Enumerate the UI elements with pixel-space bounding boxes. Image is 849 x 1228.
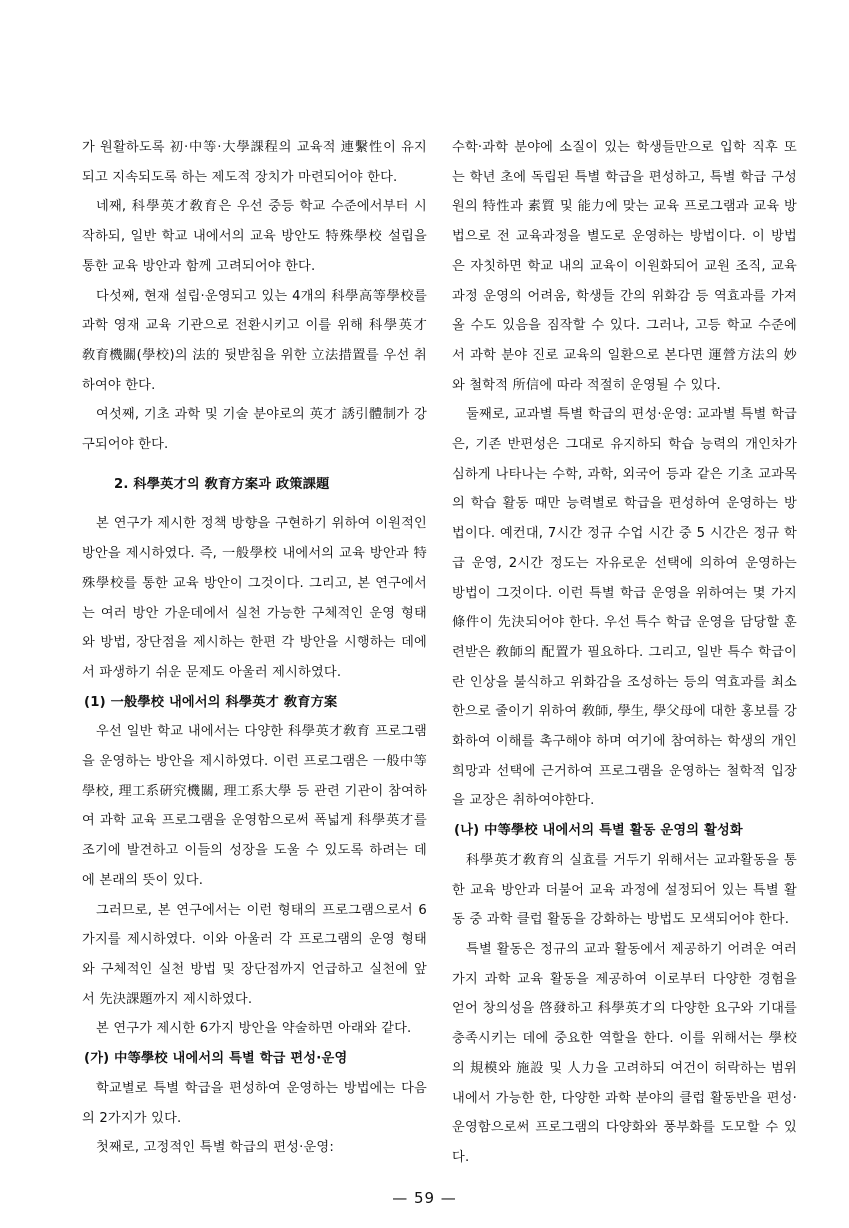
page-number: — 59 — [392,1189,457,1207]
paragraph: 본 연구가 제시한 정책 방향을 구현하기 위하여 이원적인 방안을 제시하였다. 즉, 一般學校 내에서의 교육 방안과 特殊學校를 통한 교육 방안이 그것이다. 그리고, 본 연구에서는 여러 방안 가운데에서 실천 가능한 구체적인 운영 형태와 방법, 장단점을 제시하는 한편 각 방안을 시행하는 데에서 파생하기 쉬운 문제도 아울러 제시하였다. [82,516,427,680]
paragraph: 科學英才敎育의 실효를 거두기 위해서는 교과활동을 통한 교육 방안과 더불어 교육 과정에 설정되어 있는 특별 활동 중 과학 클럽 활동을 강화하는 방법도 모색되어야 한다. [452,852,797,928]
paragraph: 다섯째, 현재 설립·운영되고 있는 4개의 科學高等學校를 과학 영재 교육 기관으로 전환시키고 이를 위해 科學英才 敎育機關(學校)의 法的 뒷받침을 위한 立法措置를 우선 취하여야 한다. [82,288,427,393]
paragraph: 학교별로 특별 학급을 편성하여 운영하는 방법에는 다음의 2가지가 있다. [82,1080,427,1126]
paragraph: 둘째로, 교과별 특별 학급의 편성·운영: 교과별 특별 학급은, 기존 반편성은 그대로 유지하되 학습 능력의 개인차가 심하게 나타나는 수학, 과학, 외국어 등과 같은 기초 교과목의 학습 활동 때만 능력별로 학급을 편성하여 운영하는 방법이다. 예컨대, 7시간 정규 수업 시간 중 5 시간은 정규 학급 운영, 2시간 정도는 자유로운 선택에 의하여 운영하는 방법이 그것이다. 이런 특별 학급 운영을 위하여는 몇 가지 條件이 先決되어야 한다. 우선 특수 학급 운영을 담당할 훈련받은 敎師의 配置가 필요하다. 그리고, 일반 특수 학급이란 인상을 불식하고 위화감을 조성하는 등의 역효과를 최소한으로 줄이기 위하여 敎師, 學生, 學父母에 대한 홍보를 강화하여 이해를 촉구해야 하며 여기에 참여하는 학생의 개인 희망과 선택에 근거하여 프로그램을 운영하는 철학적 입장을 교장은 취하여야한다. [452,407,797,809]
paragraph: 특별 활동은 정규의 교과 활동에서 제공하기 어려운 여러 가지 과학 교육 활동을 제공하여 이로부터 다양한 경험을 얻어 창의성을 啓發하고 科學英才의 다양한 요구와 기대를 충족시키는 데에 중요한 역할을 한다. 이를 위해서는 學校의 規模와 施設 및 人力을 고려하되 여건이 허락하는 범위 내에서 가능한 한, 다양한 과학 분야의 클럽 활동반을 편성·운영함으로써 프로그램의 다양화와 풍부화를 도모할 수 있다. [452,941,797,1165]
paragraph: 수학·과학 분야에 소질이 있는 학생들만으로 입학 직후 또는 학년 초에 독립된 특별 학급을 편성하고, 특별 학급 구성원의 特性과 素質 및 能力에 맞는 교육 프로그램과 교육 방법으로 전 교육과정을 별도로 운영하는 방법이다. 이 방법은 자칫하면 학교 내의 교육이 이원화되어 교원 조직, 교육 과정 운영의 어려움, 학생들 간의 위화감 등 역효과를 가져올 수도 있음을 짐작할 수 있다. 그러나, 고등 학교 수준에서 과학 분야 진로 교육의 일환으로 본다면 運營方法의 妙와 철학적 所信에 따라 적절히 운영될 수 있다. [452,140,797,393]
paragraph: 첫째로, 고정적인 특별 학급의 편성·운영: [96,1140,335,1156]
paragraph: 가 원활하도록 初·中等·大學課程의 교육적 連繫性이 유지되고 지속되도록 하는 제도적 장치가 마련되어야 한다. [82,140,427,185]
paragraph: 네째, 科學英才敎育은 우선 중등 학교 수준에서부터 시작하되, 일반 학교 내에서의 교육 방안도 特殊學校 설립을 통한 교육 방안과 함께 고려되어야 한다. [82,199,427,274]
paragraph: 본 연구가 제시한 6가지 방안을 약술하면 아래와 같다. [96,1021,412,1037]
subsection-heading: (1) 一般學校 내에서의 科學英才 敎育方案 [84,694,338,710]
section-heading: 2. 科學英才의 敎育方案과 政策課題 [114,476,330,492]
paragraph: 그러므로, 본 연구에서는 이런 형태의 프로그램으로서 6가지를 제시하였다. 이와 아울러 각 프로그램의 운영 형태와 구체적인 실천 방법 및 장단점까지 언급하고 실천에 앞서 先決課題까지 제시하였다. [82,902,427,1007]
left-column [82,133,427,1163]
right-column [452,133,797,1173]
paragraph: 우선 일반 학교 내에서는 다양한 科學英才敎育 프로그램을 운영하는 방안을 제시하였다. 이런 프로그램은 一般中等學校, 理工系硏究機關, 理工系大學 등 관련 기관이 참여하여 과학 교육 프로그램을 운영함으로써 폭넓게 科學英才를 조기에 발견하고 이들의 성장을 도울 수 있도록 하려는 데에 본래의 뜻이 있다. [82,724,427,888]
subsection-heading: (가) 中等學校 내에서의 특별 학급 편성·운영 [84,1051,348,1067]
paragraph: 여섯째, 기초 과학 및 기술 분야로의 英才 誘引體制가 강구되어야 한다. [82,407,427,453]
subsection-heading: (나) 中等學校 내에서의 특별 활동 운영의 활성화 [454,823,743,839]
